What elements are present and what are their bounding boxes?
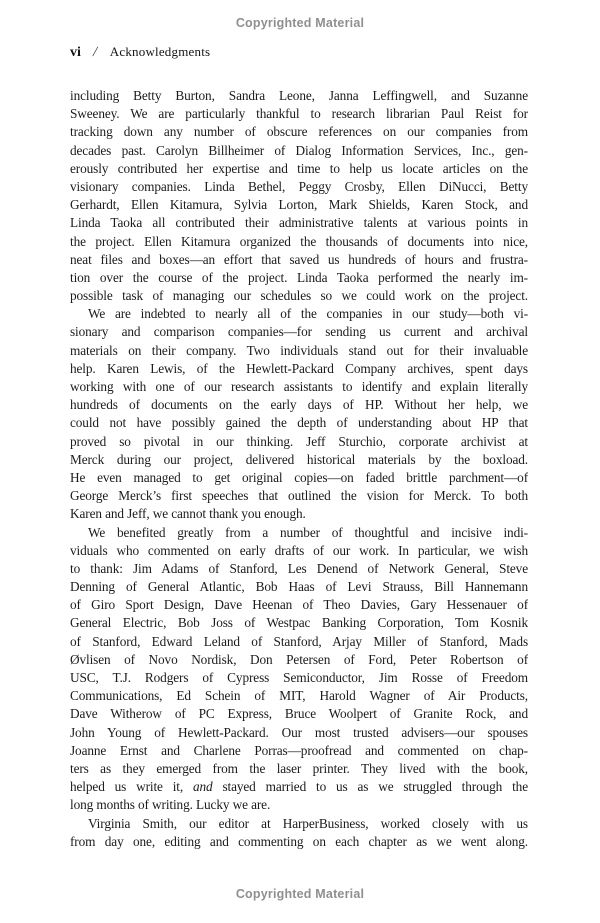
text-line: possible task of managing our schedules so we could work on the project.	[70, 288, 528, 304]
text-line: He even managed to get original copies—on faded brittle parchment—of	[70, 469, 528, 485]
text-line: the project. Ellen Kitamura organized the thousands of documents into nice,	[70, 233, 528, 249]
text-line: of Stanford, Edward Leland of Stanford, Arjay Miller of Stanford, Mads	[70, 633, 528, 649]
text-line: tracking down any number of obscure references on our companies from	[70, 124, 528, 140]
copyright-watermark-bottom: Copyrighted Material	[235, 887, 365, 901]
paragraph	[70, 87, 528, 305]
text-line: including Betty Burton, Sandra Leone, Janna Leffingwell, and Suzanne	[70, 88, 528, 103]
text-line: could not have possibly gained the depth of understanding about HP that	[70, 415, 528, 431]
text-line: Joanne Ernst and Charlene Porras—proofread and commented on chap-	[70, 742, 528, 758]
paragraph	[70, 524, 528, 815]
text-line: sionary and comparison companies—for sending us current and archival	[70, 324, 528, 340]
text-line: viduals who commented on early drafts of our work. In particular, we wish	[70, 542, 528, 558]
text-line: We are indebted to nearly all of the companies in our study—both vi-	[88, 306, 528, 322]
text-line: working with one of our research assistants to identify and explain literally	[70, 379, 528, 394]
text-line: materials on their company. Two individuals stand out for their invaluable	[70, 342, 528, 358]
text-line: neat files and boxes—an effort that saved us hundreds of hours and frustra-	[70, 251, 528, 267]
text-line: Gerhardt, Ellen Kitamura, Sylvia Lorton, Mark Shields, Karen Stock, and	[70, 197, 528, 213]
text-line: Communications, Ed Schein of MIT, Harold Wagner of Air Products,	[70, 688, 528, 704]
text-line: to thank: Jim Adams of Stanford, Les Denend of Network General, Steve	[70, 560, 528, 576]
text-line: from day one, editing and commenting on each chapter as we went along.	[70, 833, 528, 849]
text-line: of Giro Sport Design, Dave Heenan of Theo Davies, Gary Hessenauer of	[70, 597, 528, 613]
text-line: Dave Witherow of PC Express, Bruce Woolpert of Granite Rock, and	[70, 706, 528, 722]
paragraph	[70, 305, 528, 523]
text-line: George Merck’s first speeches that outlined the vision for Merck. To both	[70, 488, 528, 504]
text-line: Sweeney. We are particularly thankful to research librarian Paul Reist for	[70, 106, 528, 122]
text-line: hundreds of documents on the early days of HP. Without her help, we	[70, 397, 528, 413]
text-line: erously contributed her expertise and time to help us locate articles on the	[70, 160, 528, 176]
header-separator: /	[91, 45, 99, 60]
text-line: decades past. Carolyn Billheimer of Dialog Information Services, Inc., gen-	[70, 142, 528, 158]
body-text	[70, 87, 528, 851]
text-line: Virginia Smith, our editor at HarperBusiness, worked closely with us	[88, 815, 528, 831]
page-number: vi	[70, 45, 81, 60]
header-title: Acknowledgments	[109, 44, 211, 59]
text-line: Karen and Jeff, we cannot thank you enough.	[70, 506, 306, 522]
text-line: Linda Taoka all contributed their administrative talents at various points in	[70, 215, 528, 231]
text-line: Øvlisen of Novo Nordisk, Don Petersen of Ford, Peter Robertson of	[70, 651, 528, 667]
page-header	[70, 43, 210, 61]
text-line: General Electric, Bob Joss of Westpac Banking Corporation, Tom Kosnik	[70, 615, 528, 631]
text-line: USC, T.J. Rodgers of Cypress Semiconductor, Jim Rosse of Freedom	[70, 670, 528, 685]
text-line: help. Karen Lewis, of the Hewlett-Packard Company archives, spent days	[70, 360, 528, 376]
text-line: ters as they emerged from the laser printer. They lived with the book,	[70, 760, 528, 776]
paragraph	[70, 815, 528, 851]
text-line: proved so pivotal in our thinking. Jeff Sturchio, corporate archivist at	[70, 433, 528, 449]
text-line: We benefited greatly from a number of thoughtful and incisive indi-	[88, 524, 528, 540]
text-line: Denning of General Atlantic, Bob Haas of Levi Strauss, Bill Hannemann	[70, 579, 528, 595]
text-line: visionary companies. Linda Bethel, Peggy Crosby, Ellen DiNucci, Betty	[70, 178, 528, 194]
text-line: Merck during our project, delivered historical materials by the boxload.	[70, 451, 528, 467]
text-line: long months of writing. Lucky we are.	[70, 797, 271, 813]
copyright-watermark-top: Copyrighted Material	[235, 16, 365, 30]
text-line: tion over the course of the project. Linda Taoka performed the nearly im-	[70, 269, 528, 285]
text-line: helped us write it, and stayed married to us as we struggled through the	[70, 779, 528, 795]
text-line: John Young of Hewlett-Packard. Our most trusted advisers—our spouses	[70, 724, 528, 740]
